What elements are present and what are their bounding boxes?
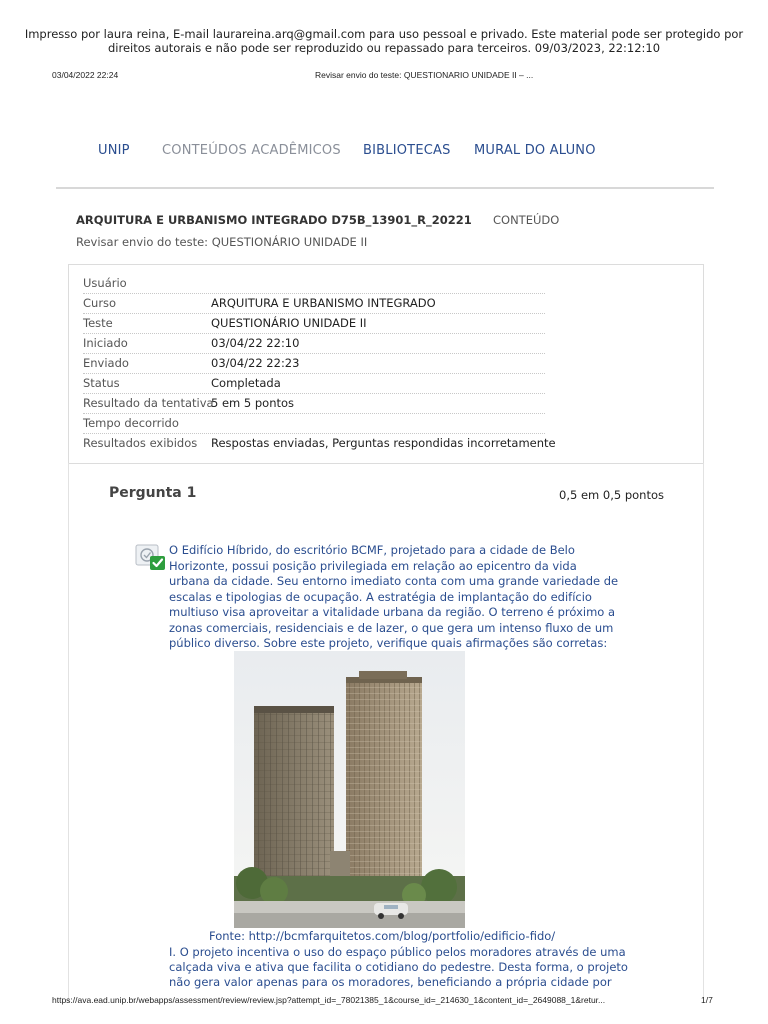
info-label: Iniciado xyxy=(83,336,128,350)
info-row-enviado xyxy=(83,353,545,374)
info-label: Teste xyxy=(83,316,113,330)
nav-divider xyxy=(56,187,714,189)
nav-item-bibliotecas[interactable]: BIBLIOTECAS xyxy=(363,143,451,158)
question-score: 0,5 em 0,5 pontos xyxy=(559,488,664,502)
info-value: 5 em 5 pontos xyxy=(211,396,295,410)
info-label: Resultado da tentativa xyxy=(83,396,214,410)
question-text: O Edifício Híbrido, do escritório BCMF, projetado para a cidade de Belo Horizonte, possui posição privilegiada em relação ao epicentro da vida urbana da cidade. Seu entorno imediato conta com uma grande variedade de escalas e tipologias de ocupação. A estratégia de implantação do edifício multiuso visa aproveitar a vitalidade urbana da região. O terreno é próximo a zonas comerciais, residenciais e de lazer, o que gera um intenso fluxo de um público diverso. Sobre este projeto, verifique quais afirmações são corretas: xyxy=(169,543,619,650)
info-value: Respostas enviadas, Perguntas respondidas incorretamente xyxy=(211,436,556,450)
info-value: Completada xyxy=(211,376,281,390)
breadcrumb: Revisar envio do teste: QUESTIONÁRIO UNIDADE II xyxy=(76,235,368,249)
info-row-usuario xyxy=(83,273,545,294)
info-row-resultados-exibidos xyxy=(83,433,556,453)
nav-item-unip[interactable]: UNIP xyxy=(98,143,130,158)
info-label: Usuário xyxy=(83,276,127,290)
nav-item-mural-do-aluno[interactable]: MURAL DO ALUNO xyxy=(474,143,596,158)
top-navigation xyxy=(0,143,768,163)
info-row-status xyxy=(83,373,545,394)
question-statement: I. O projeto incentiva o uso do espaço público pelos moradores através de uma calçada viva e ativa que facilita o cotidiano do pedestre. Desta forma, o projeto não gera valor apenas para os moradores, beneficiando a própria cidade por xyxy=(169,945,628,989)
info-row-tempo xyxy=(83,413,545,434)
info-row-teste xyxy=(83,313,545,334)
info-label: Status xyxy=(83,376,120,390)
info-value: ARQUITURA E URBANISMO INTEGRADO xyxy=(211,296,436,310)
course-title[interactable]: ARQUITURA E URBANISMO INTEGRADO D75B_13901_R_20221 xyxy=(76,213,472,227)
footer-page-number: 1/7 xyxy=(701,995,713,1005)
content-link[interactable]: CONTEÚDO xyxy=(493,213,560,227)
info-label: Curso xyxy=(83,296,117,310)
correct-answer-icon xyxy=(135,542,167,572)
info-label: Resultados exibidos xyxy=(83,436,198,450)
question-title: Pergunta 1 xyxy=(109,485,197,501)
print-page-title: Revisar envio do teste: QUESTIONARIO UNIDADE II – ... xyxy=(315,70,534,80)
info-label: Enviado xyxy=(83,356,129,370)
image-source-caption[interactable]: Fonte: http://bcmfarquitetos.com/blog/portfolio/edificio-fido/ xyxy=(209,929,556,943)
info-row-iniciado xyxy=(83,333,545,354)
nav-item-conteudos-academicos[interactable]: CONTEÚDOS ACADÊMICOS xyxy=(162,143,341,158)
info-label: Tempo decorrido xyxy=(83,416,179,430)
info-value: 03/04/22 22:10 xyxy=(211,336,300,350)
print-date: 03/04/2022 22:24 xyxy=(52,70,119,80)
info-row-resultado xyxy=(83,393,545,414)
building-photo xyxy=(234,651,465,928)
info-value: 03/04/22 22:23 xyxy=(211,356,300,370)
footer-url: https://ava.ead.unip.br/webapps/assessment/review/review.jsp?attempt_id=_78021385_1&course_id=_214630_1&content_id=_2649088_1&retur... xyxy=(52,995,606,1005)
attempt-info-panel xyxy=(68,264,704,464)
info-value: QUESTIONÁRIO UNIDADE II xyxy=(211,316,367,330)
info-row-curso xyxy=(83,293,545,314)
print-notice: Impresso por laura reina, E-mail laurareina.arq@gmail.com para uso pessoal e privado. Este material pode ser protegido por direitos autorais e não pode ser reproduzido ou repassado para terceiros. 09/03/2023, 22:12:10 xyxy=(24,27,744,55)
